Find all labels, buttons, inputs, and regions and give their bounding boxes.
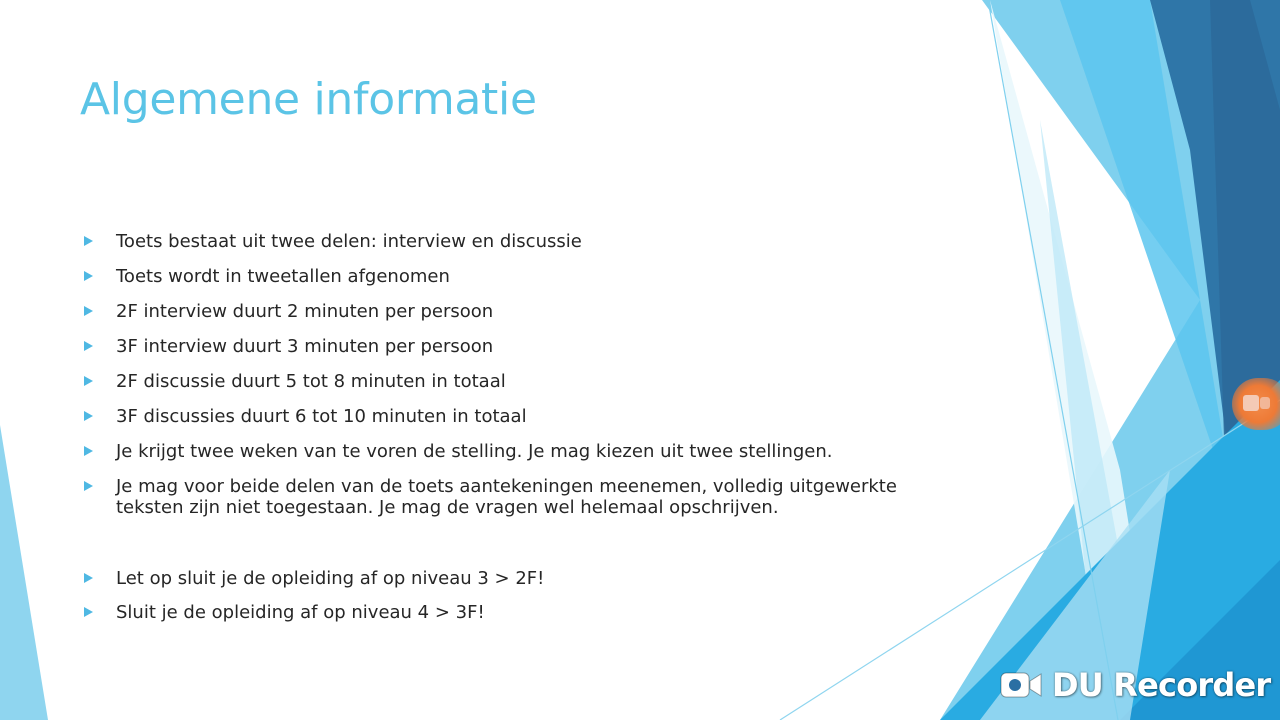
triangle-bullet-icon <box>84 607 93 617</box>
triangle-bullet-icon <box>84 306 93 316</box>
bullet-item <box>80 336 920 357</box>
bullet-item <box>80 441 920 462</box>
bullet-text: 3F interview duurt 3 minuten per persoon <box>116 336 494 357</box>
bullet-item <box>80 266 920 287</box>
triangle-bullet-icon <box>84 376 93 386</box>
bullet-text: Sluit je de opleiding af op niveau 4 > 3F! <box>116 602 485 623</box>
bullet-item <box>80 301 920 322</box>
bullet-text: Toets wordt in tweetallen afgenomen <box>116 266 450 287</box>
bullet-item <box>80 371 920 392</box>
bullet-text: Je krijgt twee weken van te voren de stelling. Je mag kiezen uit twee stellingen. <box>116 441 833 462</box>
triangle-bullet-icon <box>84 236 93 246</box>
bullet-item <box>80 231 920 252</box>
watermark-text: DU Recorder <box>1052 666 1271 704</box>
bullet-text: 2F interview duurt 2 minuten per persoon <box>116 301 494 322</box>
bullet-item <box>80 602 920 623</box>
left-accent-shape <box>0 425 48 720</box>
bullet-item <box>80 406 920 427</box>
record-camera-icon <box>1243 395 1259 411</box>
bullet-item <box>80 568 920 589</box>
triangle-bullet-icon <box>84 446 93 456</box>
bullet-text: Je mag voor beide delen van de toets aantekeningen meenemen, volledig uitgewerkte teksten zijn niet toegestaan. Je mag de vragen wel helemaal opschrijven. <box>116 476 897 518</box>
triangle-bullet-icon <box>84 573 93 583</box>
triangle-bullet-icon <box>84 481 93 491</box>
triangle-bullet-icon <box>84 271 93 281</box>
bullet-text: Let op sluit je de opleiding af op niveau 3 > 2F! <box>116 568 545 589</box>
camera-icon <box>1000 670 1042 700</box>
bullet-text: 2F discussie duurt 5 tot 8 minuten in totaal <box>116 371 506 392</box>
bullet-text: Toets bestaat uit twee delen: interview en discussie <box>116 231 582 252</box>
recorder-watermark <box>998 664 1271 708</box>
bullet-item <box>80 476 920 518</box>
triangle-bullet-icon <box>84 341 93 351</box>
slide-title: Algemene informatie <box>80 74 537 125</box>
triangle-bullet-icon <box>84 411 93 421</box>
recorder-floating-button[interactable] <box>1232 378 1280 430</box>
bullet-text: 3F discussies duurt 6 tot 10 minuten in totaal <box>116 406 527 427</box>
record-dot-icon <box>1260 397 1270 409</box>
